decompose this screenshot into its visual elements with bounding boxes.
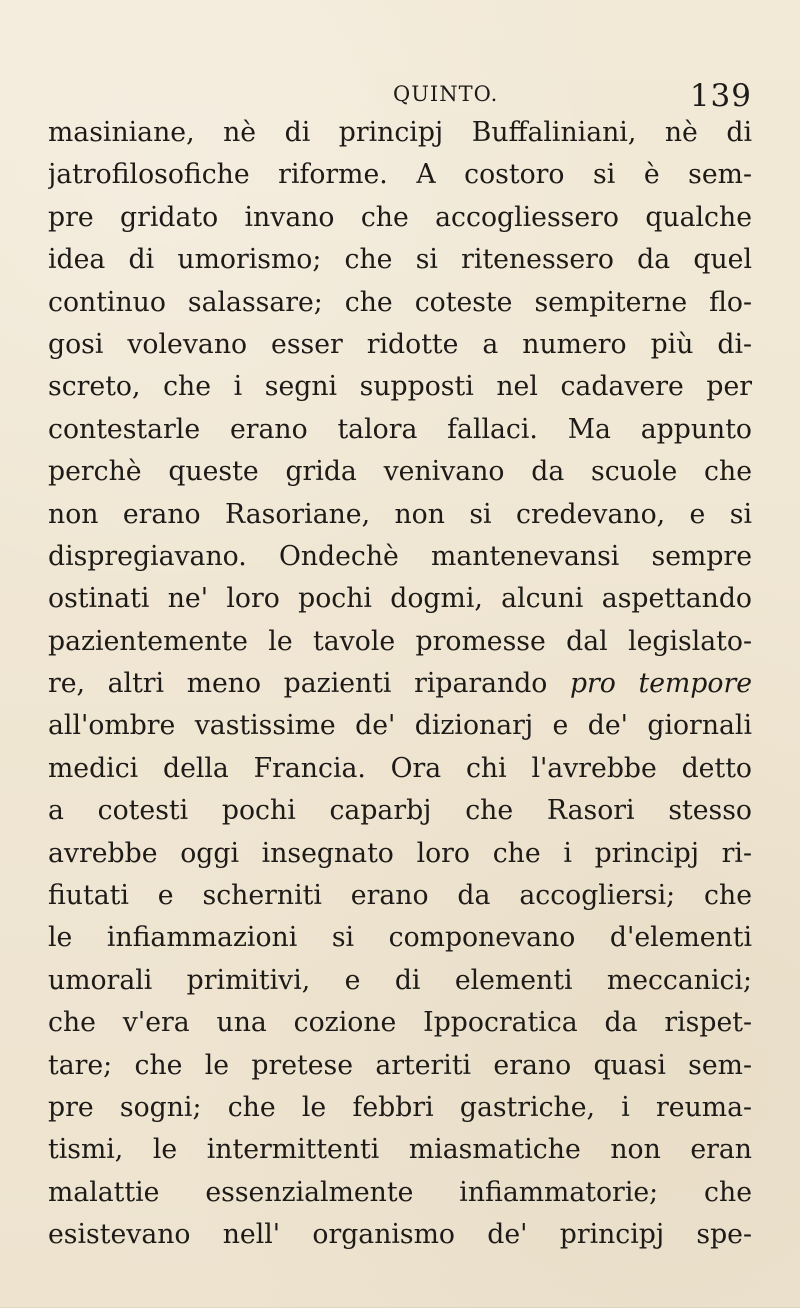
text-line: ostinati ne' loro pochi dogmi, alcuni aspettando	[48, 583, 752, 615]
text-line: avrebbe oggi insegnato loro che i principj ri-	[48, 837, 752, 869]
text-before-italic: re, altri meno pazienti riparando	[48, 668, 570, 700]
text-line: che v'era una cozione Ippocratica da rispet-	[48, 1007, 752, 1039]
text-line-with-italic	[48, 663, 752, 705]
text-line: a cotesti pochi caparbj che Rasori stesso	[48, 795, 752, 827]
text-line: fiutati e scherniti erano da accogliersi; che	[48, 880, 752, 912]
text-line: all'ombre vastissime de' dizionarj e de' giornali	[48, 710, 752, 742]
text-line: idea di umorismo; che si ritenessero da quel	[48, 244, 752, 276]
text-line: le infiammazioni si componevano d'elementi	[48, 922, 752, 954]
running-head: QUINTO.	[393, 82, 499, 106]
text-line: tismi, le intermittenti miasmatiche non eran	[48, 1134, 752, 1166]
text-line: non erano Rasoriane, non si credevano, e si	[48, 498, 752, 530]
page-number: 139	[689, 78, 752, 114]
text-line: malattie essenzialmente infiammatorie; che	[48, 1176, 752, 1208]
text-line: tare; che le pretese arteriti erano quasi sem-	[48, 1049, 752, 1081]
body-text	[48, 112, 752, 1257]
text-line: dispregiavano. Ondechè mantenevansi sempre	[48, 540, 752, 572]
italic-phrase: pro tempore	[569, 668, 752, 700]
text-line: jatrofilosofiche riforme. A costoro si è sem-	[48, 159, 752, 191]
text-line: masiniane, nè di principj Buffaliniani, nè di	[48, 117, 752, 148]
text-line: pre sogni; che le febbri gastriche, i reuma-	[48, 1091, 752, 1123]
text-line: continuo salassare; che coteste sempiterne flo-	[48, 286, 752, 318]
text-line: medici della Francia. Ora chi l'avrebbe detto	[48, 752, 752, 784]
text-line: pazientemente le tavole promesse dal legislato-	[48, 625, 752, 657]
text-line: pre gridato invano che accogliessero qualche	[48, 201, 752, 233]
text-line: perchè queste grida venivano da scuole che	[48, 456, 752, 488]
text-line: contestarle erano talora fallaci. Ma appunto	[48, 413, 752, 445]
text-line: esistevano nell' organismo de' principj spe-	[48, 1219, 752, 1251]
text-line: screto, che i segni supposti nel cadavere per	[48, 371, 752, 403]
text-line: umorali primitivi, e di elementi meccanici;	[48, 964, 752, 996]
text-line: gosi volevano esser ridotte a numero più di-	[48, 328, 752, 360]
